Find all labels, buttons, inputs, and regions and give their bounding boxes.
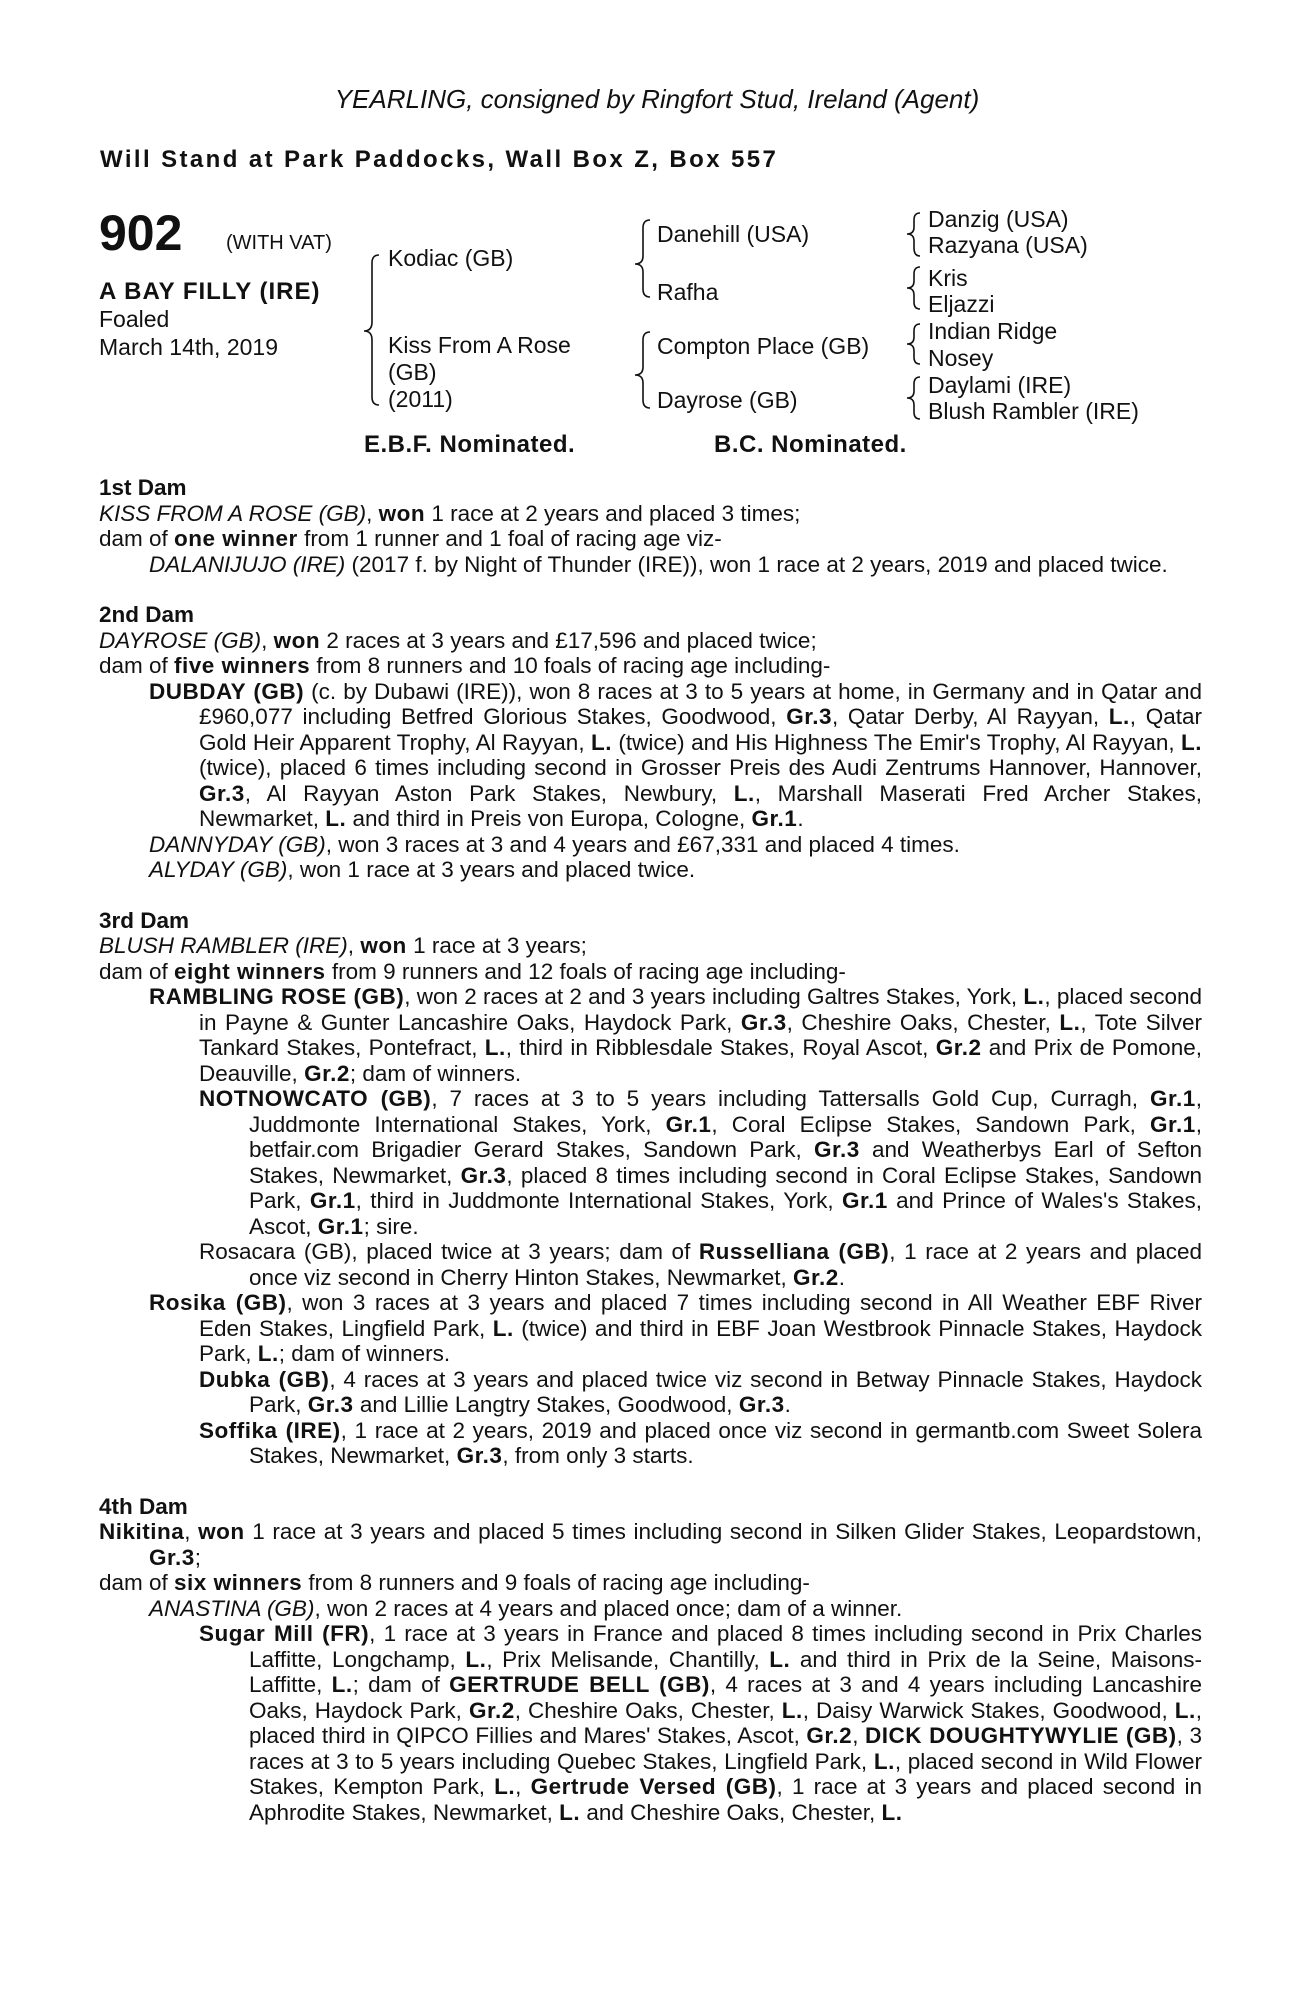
text-run: ; sire.: [363, 1213, 419, 1239]
text-run: , won 3 races at 3 and 4 years and £67,331 and placed 4 times.: [325, 831, 960, 857]
pedigree-sire-dam: Rafha: [657, 279, 719, 305]
text-run: , Juddmonte International Stakes, York,: [249, 1086, 1202, 1137]
progeny-entry: [99, 933, 1202, 959]
progeny-entry: [99, 1367, 1202, 1418]
bold-text: DUBDAY (GB): [149, 678, 305, 704]
text-run: ;: [194, 1544, 202, 1570]
bold-text: L.: [257, 1341, 279, 1366]
bold-text: Russelliana (GB): [698, 1239, 890, 1264]
text-run: 1 race at 3 years;: [406, 933, 587, 958]
text-run: ; dam of winners.: [349, 1060, 522, 1086]
text-run: , 7 races at 3 to 5 years including Tattersalls Gold Cup, Curragh,: [431, 1086, 1150, 1111]
horse-name: A BAY FILLY (IRE): [99, 278, 321, 305]
text-run: , Al Rayyan Aston Park Stakes, Newbury,: [244, 780, 734, 806]
bold-text: six winners: [174, 1570, 303, 1595]
text-run: from 8 runners and 9 foals of racing age including-: [302, 1570, 810, 1595]
text-run: dam of: [99, 1570, 175, 1595]
stand-location: Will Stand at Park Paddocks, Wall Box Z, Box 557: [100, 146, 779, 173]
text-run: , 1 race at 3 years and placed second in Aphrodite Stakes, Newmarket,: [249, 1774, 1202, 1825]
progeny-entry: [99, 959, 1202, 985]
bold-text: Gr.3: [460, 1162, 507, 1188]
pedigree-dam-year: (2011): [388, 386, 453, 412]
vat-note: (WITH VAT): [226, 232, 332, 254]
bold-text: Gr.2: [468, 1697, 515, 1723]
bold-text: NOTNOWCATO (GB): [199, 1086, 432, 1111]
pedigree-dam-name: Kiss From A Rose: [388, 332, 571, 358]
pedigree-ssd: Razyana (USA): [928, 232, 1088, 258]
text-run: , placed second in Wild Flower Stakes, Kempton Park,: [249, 1748, 1202, 1799]
bold-text: Gr.1: [842, 1188, 888, 1213]
bold-text: Gr.1: [1149, 1111, 1196, 1137]
pedigree-dam: [388, 332, 571, 413]
bold-text: Gr.3: [813, 1137, 860, 1162]
text-run: ,: [261, 627, 274, 653]
bold-text: Gr.3: [199, 780, 245, 806]
text-run: and Cheshire Oaks, Chester,: [580, 1799, 882, 1825]
text-run: , Cheshire Oaks, Chester,: [786, 1009, 1060, 1035]
ebf-nominated: E.B.F. Nominated.: [364, 431, 576, 458]
text-run: and Prince of Wales's Stakes, Ascot,: [249, 1188, 1202, 1239]
progeny-entry: [99, 501, 1202, 527]
pedigree-dsd: Nosey: [928, 345, 994, 371]
bold-text: won: [273, 627, 321, 653]
bold-text: Gr.1: [1149, 1086, 1196, 1111]
italic-text: DANNYDAY (GB): [149, 831, 326, 857]
text-run: dam of: [99, 653, 175, 678]
text-run: , betfair.com Brigadier Gerard Stakes, Sandown Park,: [249, 1111, 1202, 1162]
text-run: , 1 race at 2 years and placed once viz second in Cherry Hinton Stakes, Newmarket,: [249, 1239, 1203, 1290]
dam-section-heading: 3rd Dam: [99, 907, 190, 933]
text-run: (twice), placed 6 times including second in Grosser Preis des Audi Zentrums Hannover, Hannover,: [199, 755, 1202, 780]
text-run: , placed second in Payne & Gunter Lancashire Oaks, Haydock Park,: [199, 984, 1202, 1035]
text-run: , Prix Melisande, Chantilly,: [486, 1646, 770, 1672]
bold-text: L.: [325, 806, 347, 831]
text-run: and third in Prix de la Seine, Maisons-Laffitte,: [249, 1646, 1202, 1697]
bold-text: Gr.3: [456, 1443, 503, 1468]
bold-text: Gr.3: [740, 1009, 787, 1035]
foaled-date: March 14th, 2019: [99, 334, 279, 360]
progeny-entry: [99, 1239, 1202, 1290]
progeny-entry: [99, 679, 1202, 832]
bold-text: L.: [881, 1799, 903, 1825]
bold-text: Gr.2: [806, 1723, 853, 1748]
dam-section-heading: 1st Dam: [99, 475, 187, 500]
text-run: dam of: [99, 526, 175, 551]
text-run: ,: [347, 933, 361, 958]
text-run: , 1 race at 2 years, 2019 and placed once viz second in germantb.com Sweet Solera Stakes, Newmarket,: [249, 1417, 1202, 1468]
progeny-entry: [99, 1570, 1202, 1596]
progeny-entry: [99, 526, 1202, 552]
bold-text: five winners: [174, 653, 311, 678]
progeny-entry: [99, 1418, 1202, 1469]
bold-text: one winner: [174, 526, 298, 551]
bold-text: Gr.1: [309, 1188, 356, 1213]
bold-text: GERTRUDE BELL (GB): [449, 1672, 710, 1697]
italic-text: DALANIJUJO (IRE): [149, 551, 346, 577]
pedigree-dam-dam: Dayrose (GB): [657, 387, 798, 413]
text-run: 2 races at 3 years and £17,596 and placed twice;: [320, 627, 817, 653]
text-run: , 1 race at 3 years in France and placed 8 times including second in Prix Charles Laffitte, Longchamp,: [249, 1621, 1202, 1672]
text-run: and Weatherbys Earl of Sefton Stakes, Newmarket,: [249, 1137, 1202, 1188]
bold-text: L.: [1023, 984, 1045, 1009]
text-run: , 4 races at 3 and 4 years including Lancashire Oaks, Haydock Park,: [249, 1672, 1202, 1723]
text-run: ; dam of winners.: [278, 1341, 451, 1366]
pedigree-sds: Kris: [928, 265, 968, 291]
progeny-entry: [99, 857, 1202, 883]
progeny-entry: [99, 1596, 1202, 1622]
bold-text: L.: [1181, 729, 1203, 755]
bold-text: Gr.2: [935, 1035, 982, 1060]
bold-text: L.: [331, 1672, 353, 1697]
bold-text: L.: [591, 729, 612, 755]
bold-text: Gr.2: [792, 1264, 839, 1290]
bold-text: L.: [873, 1748, 895, 1774]
text-run: , placed 8 times including second in Coral Eclipse Stakes, Sandown Park,: [249, 1162, 1202, 1213]
progeny-entry: [99, 832, 1202, 858]
text-run: (2017 f. by Night of Thunder (IRE)), won 1 race at 2 years, 2019 and placed twice.: [345, 551, 1168, 577]
pedigree-ddd: Blush Rambler (IRE): [928, 398, 1139, 424]
text-run: dam of: [99, 958, 175, 984]
dam-section: [99, 475, 1202, 577]
text-run: , won 2 races at 4 years and placed once; dam of a winner.: [314, 1595, 903, 1621]
bold-text: Rosika (GB): [149, 1290, 287, 1315]
text-run: ,: [184, 1519, 199, 1544]
text-run: , Coral Eclipse Stakes, Sandown Park,: [711, 1111, 1150, 1137]
bold-text: L.: [1059, 1009, 1081, 1035]
text-run: ; dam of: [352, 1672, 450, 1697]
bold-text: won: [198, 1519, 245, 1544]
pedigree-sdd: Eljazzi: [928, 291, 995, 317]
text-run: (c. by Dubawi (IRE)), won 8 races at 3 to 5 years at home, in Germany and in Qatar and £960,077 including Betfred Glorious Stakes, Goodwood,: [199, 678, 1202, 729]
text-run: , placed third in QIPCO Fillies and Mares' Stakes, Ascot,: [249, 1697, 1203, 1748]
bold-text: L.: [494, 1774, 516, 1799]
text-run: and Prix de Pomone, Deauville,: [199, 1035, 1202, 1086]
pedigree-dss: Indian Ridge: [928, 318, 1058, 344]
bold-text: L.: [492, 1315, 514, 1341]
text-run: ,: [515, 1774, 531, 1799]
dam-section: [99, 602, 1202, 883]
bold-text: L.: [733, 780, 755, 806]
text-run: , third in Juddmonte International Stakes, York,: [355, 1188, 843, 1213]
text-run: , third in Ribblesdale Stakes, Royal Ascot,: [505, 1035, 936, 1060]
bold-text: RAMBLING ROSE (GB): [149, 984, 405, 1009]
bold-text: won: [360, 933, 407, 958]
progeny-entry: [99, 1519, 1202, 1570]
pedigree-sire: Kodiac (GB): [388, 245, 514, 271]
bold-text: L.: [1174, 1697, 1196, 1723]
text-run: 1 race at 2 years and placed 3 times;: [425, 500, 801, 526]
bold-text: L.: [559, 1799, 581, 1825]
progeny-entry: [99, 552, 1202, 578]
progeny-entry: [99, 1290, 1202, 1367]
bold-text: L.: [465, 1646, 487, 1672]
progeny-entry: [99, 1086, 1202, 1239]
bold-text: Gr.3: [149, 1544, 195, 1570]
bold-text: L.: [781, 1697, 803, 1723]
dam-section-heading: 4th Dam: [99, 1493, 188, 1519]
progeny-entry: [99, 628, 1202, 654]
text-run: , Qatar Derby, Al Rayyan,: [831, 704, 1109, 729]
text-run: , Daisy Warwick Stakes, Goodwood,: [802, 1697, 1175, 1723]
progeny-entry: [99, 984, 1202, 1086]
bold-text: L.: [769, 1646, 791, 1672]
text-run: , won 3 races at 3 years and placed 7 times including second in All Weather EBF River Eden Stakes, Lingfield Park,: [199, 1290, 1202, 1341]
lot-number: 902: [99, 205, 183, 261]
text-run: , 4 races at 3 years and placed twice viz second in Betway Pinnacle Stakes, Haydock Park,: [249, 1366, 1202, 1417]
progeny-entry: [99, 653, 1202, 679]
text-run: and Lillie Langtry Stakes, Goodwood,: [353, 1392, 739, 1417]
bold-text: DICK DOUGHTYWYLIE (GB): [865, 1723, 1177, 1748]
text-run: .: [797, 806, 804, 831]
text-run: , from only 3 starts.: [502, 1443, 694, 1468]
text-run: from 8 runners and 10 foals of racing age including-: [310, 653, 831, 678]
text-run: from 9 runners and 12 foals of racing age including-: [325, 958, 846, 984]
pedigree-dam-country: (GB): [388, 359, 437, 385]
text-run: ,: [852, 1723, 866, 1748]
bold-text: Gr.3: [786, 704, 832, 729]
text-run: (twice) and third in EBF Joan Westbrook Pinnacle Stakes, Haydock Park,: [199, 1315, 1202, 1366]
bold-text: L.: [1108, 704, 1130, 729]
dam-section: [99, 1494, 1202, 1826]
consignment-title: YEARLING, consigned by Ringfort Stud, Ireland (Agent): [334, 84, 980, 114]
bold-text: L.: [484, 1035, 506, 1060]
bc-nominated: B.C. Nominated.: [714, 431, 907, 458]
bold-text: Sugar Mill (FR): [199, 1621, 370, 1646]
family-notes: [99, 475, 1202, 1825]
text-run: , Tote Silver Tankard Stakes, Pontefract,: [199, 1009, 1203, 1060]
foaled-label: Foaled: [99, 306, 170, 332]
text-run: and third in Preis von Europa, Cologne,: [346, 806, 752, 831]
text-run: (twice) and His Highness The Emir's Trophy, Al Rayyan,: [612, 729, 1182, 755]
text-run: .: [838, 1264, 846, 1290]
pedigree-sss: Danzig (USA): [928, 206, 1069, 232]
bold-text: Gr.3: [307, 1392, 354, 1417]
text-run: , Cheshire Oaks, Chester,: [514, 1697, 782, 1723]
bold-text: Dubka (GB): [199, 1366, 330, 1392]
text-run: , Marshall Maserati Fred Archer Stakes, Newmarket,: [199, 780, 1202, 831]
text-run: from 1 runner and 1 foal of racing age viz-: [297, 526, 722, 551]
bold-text: won: [378, 500, 426, 526]
bold-text: Gr.1: [317, 1213, 364, 1239]
bold-text: eight winners: [174, 958, 326, 984]
bold-text: Gr.1: [751, 806, 798, 831]
bold-text: Gr.2: [304, 1060, 350, 1086]
text-run: , won 2 races at 2 and 3 years including Galtres Stakes, York,: [404, 984, 1024, 1009]
text-run: , Qatar Gold Heir Apparent Trophy, Al Rayyan,: [199, 704, 1202, 755]
text-run: Rosacara (GB), placed twice at 3 years; dam of: [199, 1239, 699, 1264]
italic-text: DAYROSE (GB): [99, 627, 262, 653]
dam-section-heading: 2nd Dam: [99, 602, 195, 627]
italic-text: BLUSH RAMBLER (IRE): [99, 933, 348, 958]
text-run: 1 race at 3 years and placed 5 times including second in Silken Glider Stakes, Leopardstown,: [244, 1519, 1202, 1544]
italic-text: ALYDAY (GB): [149, 857, 288, 882]
bold-text: Nikitina: [99, 1519, 185, 1544]
bold-text: Gertrude Versed (GB): [530, 1774, 777, 1799]
pedigree-dam-sire: Compton Place (GB): [657, 333, 870, 359]
text-run: .: [784, 1392, 791, 1417]
text-run: , 3 races at 3 to 5 years including Quebec Stakes, Lingfield Park,: [249, 1723, 1202, 1774]
text-run: , won 1 race at 3 years and placed twice.: [287, 857, 696, 882]
text-run: ,: [366, 500, 379, 526]
bold-text: Gr.3: [738, 1392, 785, 1417]
italic-text: KISS FROM A ROSE (GB): [99, 500, 367, 526]
progeny-entry: [99, 1621, 1202, 1825]
pedigree-dds: Daylami (IRE): [928, 372, 1072, 398]
italic-text: ANASTINA (GB): [149, 1595, 315, 1621]
bold-text: Soffika (IRE): [199, 1417, 341, 1443]
bold-text: Gr.1: [665, 1111, 712, 1137]
pedigree-sire-sire: Danehill (USA): [657, 221, 810, 247]
dam-section: [99, 908, 1202, 1469]
